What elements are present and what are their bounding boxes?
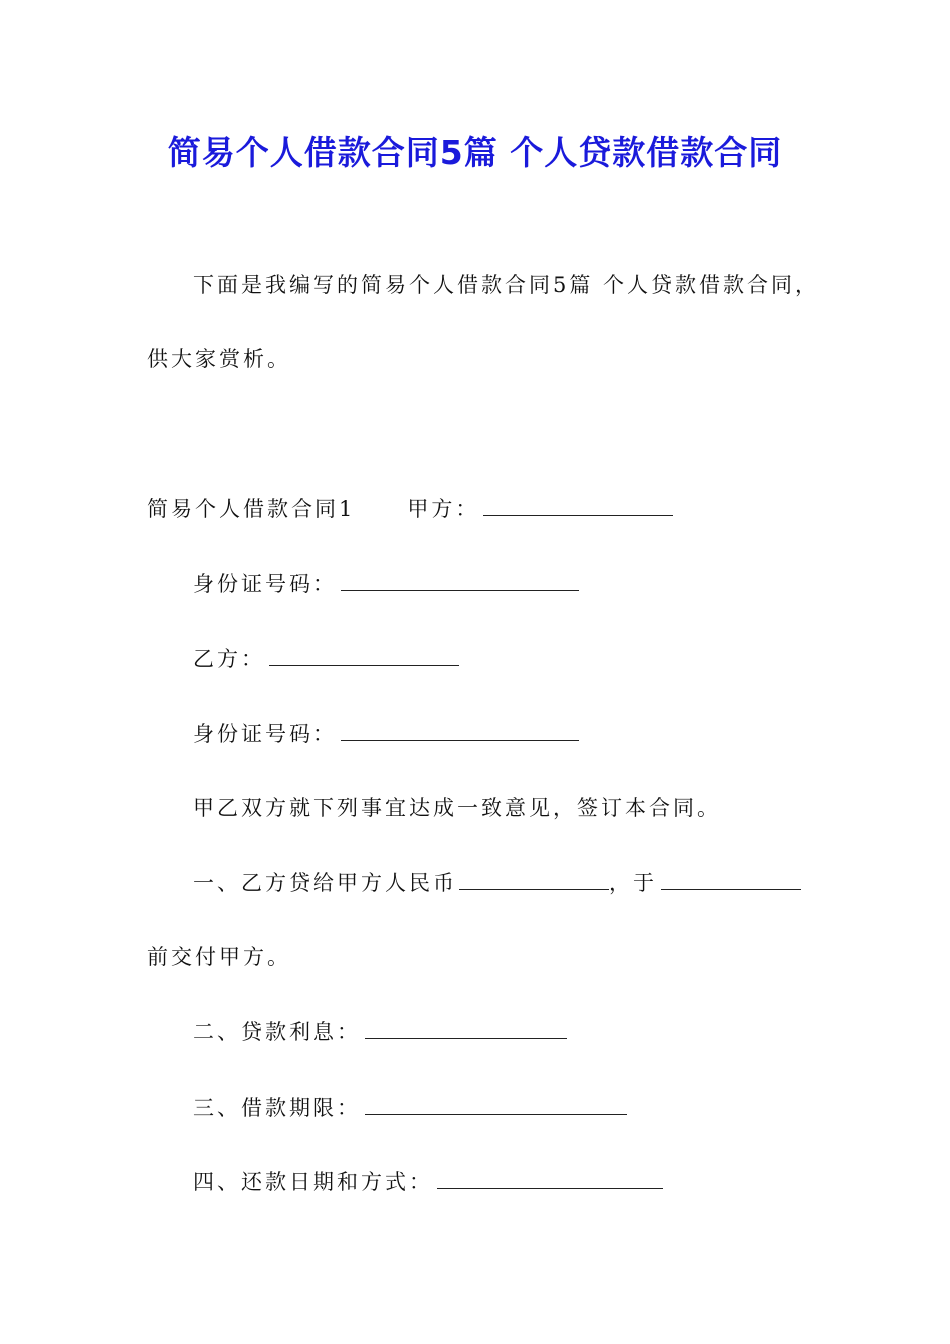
clause-4-label: 四、还款日期和方式：: [193, 1170, 433, 1194]
party-b-blank[interactable]: [269, 645, 459, 666]
repayment-blank[interactable]: [437, 1168, 663, 1189]
intro-paragraph-line-1: 下面是我编写的简易个人借款合同5篇 个人贷款借款合同，: [193, 273, 820, 297]
party-a-label: 甲方：: [407, 497, 480, 521]
clause-1-text: 一、乙方贷给甲方人民币: [193, 871, 457, 895]
party-a-blank[interactable]: [483, 495, 673, 516]
contract-heading: 简易个人借款合同1: [147, 497, 356, 521]
party-b-label: 乙方：: [193, 647, 265, 671]
intro-paragraph-line-2: 供大家赏析。: [147, 347, 291, 371]
clause-4-row: [193, 1167, 663, 1197]
party-b-id-blank[interactable]: [341, 720, 579, 741]
clause-2-row: [193, 1017, 567, 1047]
document-title: 简易个人借款合同5篇 个人贷款借款合同: [167, 133, 783, 172]
party-a-id-row: [193, 569, 579, 599]
agreement-paragraph: 甲乙双方就下列事宜达成一致意见，签订本合同。: [193, 796, 721, 820]
party-a-id-label: 身份证号码：: [193, 572, 337, 596]
party-b-id-row: [193, 719, 579, 749]
contract-heading-row: [147, 494, 673, 524]
clause-3-label: 三、借款期限：: [193, 1096, 361, 1120]
clause-1-continuation: 前交付甲方。: [147, 945, 291, 969]
party-b-id-label: 身份证号码：: [193, 722, 337, 746]
loan-amount-blank[interactable]: [459, 869, 609, 890]
clause-3-row: [193, 1093, 627, 1123]
clause-1-mid-text: ，于: [609, 871, 657, 895]
party-b-row: [193, 644, 459, 674]
loan-term-blank[interactable]: [365, 1094, 627, 1115]
delivery-date-blank[interactable]: [661, 869, 801, 890]
party-a-id-blank[interactable]: [341, 570, 579, 591]
clause-1-row: [193, 868, 801, 898]
interest-blank[interactable]: [365, 1018, 567, 1039]
clause-2-label: 二、贷款利息：: [193, 1020, 361, 1044]
